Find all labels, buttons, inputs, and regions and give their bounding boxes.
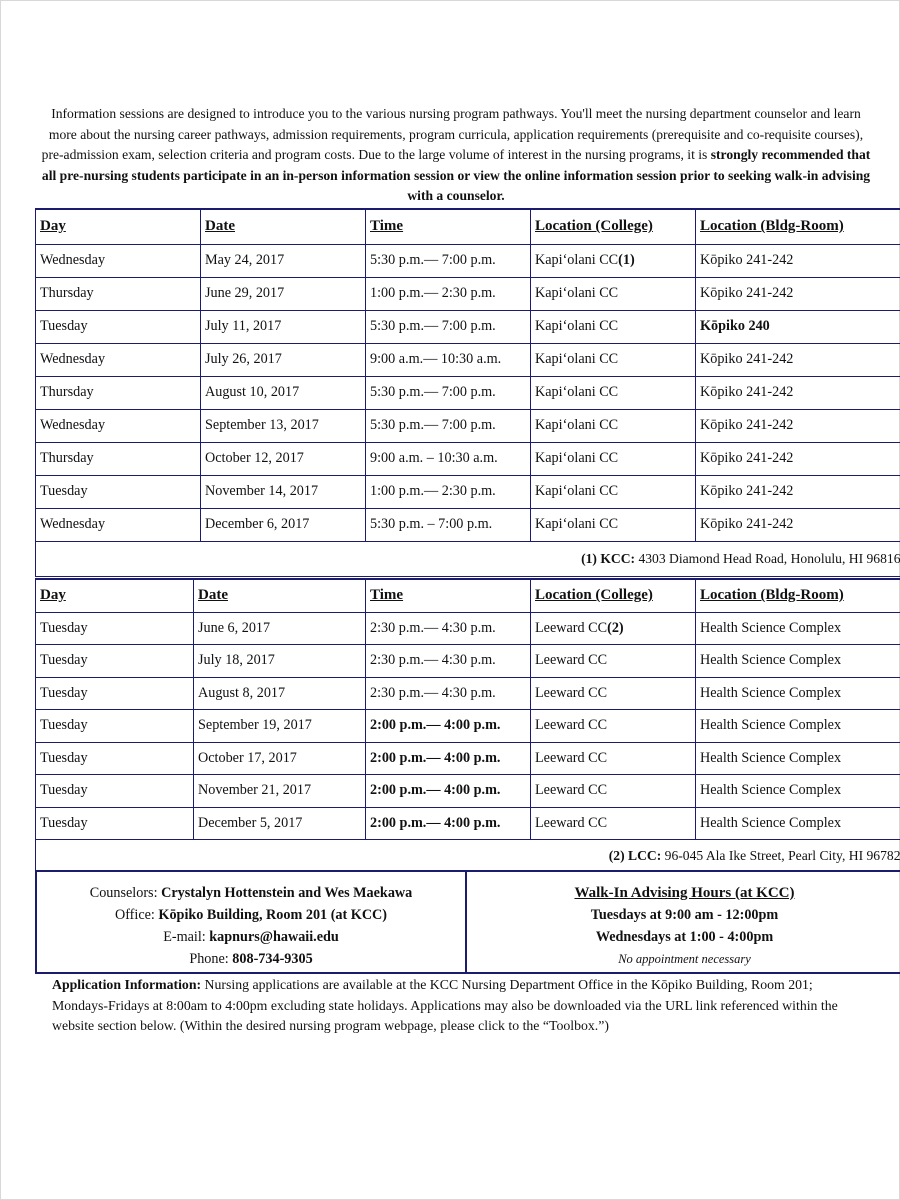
table-cell (531, 409, 696, 442)
table-row (36, 645, 900, 678)
table-cell (36, 645, 194, 678)
table-cell (201, 475, 366, 508)
cell-text: Leeward CC (535, 717, 608, 734)
cell-text: Kōpiko 241-242 (700, 450, 794, 466)
table-row (36, 742, 900, 775)
cell-text: June 29, 2017 (205, 285, 285, 301)
cell-text: 1:00 p.m.— 2:30 p.m. (370, 483, 496, 499)
email-label: E-mail: (163, 929, 210, 945)
table-cell (194, 710, 366, 743)
table-cell (531, 807, 696, 840)
table-cell (194, 807, 366, 840)
cell-text: 5:30 p.m.— 7:00 p.m. (370, 318, 496, 334)
table-cell (531, 677, 696, 710)
table-cell (36, 310, 201, 343)
no-appointment-note: No appointment necessary (618, 952, 751, 966)
table-cell (366, 508, 531, 541)
column-header: Location (Bldg-Room) (696, 209, 900, 244)
office-line (37, 904, 465, 926)
cell-text: 2:00 p.m.— 4:00 p.m. (370, 814, 501, 831)
counselors-names: Crystalyn Hottenstein and Wes Maekawa (161, 885, 413, 901)
cell-text: 5:30 p.m. – 7:00 p.m. (370, 516, 493, 532)
cell-text: 5:30 p.m.— 7:00 p.m. (370, 384, 496, 400)
table-cell (36, 475, 201, 508)
cell-text: Kapi‘olani CC (535, 318, 619, 334)
cell-text: July 26, 2017 (205, 351, 282, 367)
cell-text: July 11, 2017 (205, 318, 282, 334)
table-cell (696, 475, 900, 508)
table-row (36, 310, 900, 343)
table-cell (531, 310, 696, 343)
table-row (36, 475, 900, 508)
table-header-row (36, 209, 900, 244)
table-cell (366, 645, 531, 678)
walkin-title: Walk-In Advising Hours (at KCC) (574, 885, 795, 901)
table-cell (531, 742, 696, 775)
counselors-label: Counselors: (89, 885, 162, 901)
cell-text: Thursday (40, 450, 94, 466)
cell-text: Kapi‘olani CC (535, 417, 619, 433)
table-cell (36, 376, 201, 409)
counselors-line (37, 882, 465, 904)
cell-text: Wednesday (40, 516, 106, 532)
table-cell (366, 475, 531, 508)
cell-text: 9:00 a.m.— 10:30 a.m. (370, 351, 502, 367)
table-cell (201, 244, 366, 277)
cell-text: 2:00 p.m.— 4:00 p.m. (370, 782, 501, 799)
cell-text: Tuesday (40, 814, 88, 831)
table-cell (36, 807, 194, 840)
intro-emphasis: strongly recommended that all pre-nursing students participate in an in-person information session or view the online information session prior to seeking walk-in advising with a counselor. (41, 147, 871, 203)
contact-box (35, 870, 900, 974)
cell-text: Tuesday (40, 684, 88, 701)
cell-text: November 21, 2017 (198, 782, 312, 799)
table-cell (696, 409, 900, 442)
table-cell (36, 508, 201, 541)
cell-text: December 5, 2017 (198, 814, 303, 831)
phone-value: 808-734-9305 (232, 951, 313, 967)
cell-text: Tuesday (40, 619, 88, 636)
cell-text: Tuesday (40, 483, 88, 499)
application-text: Nursing applications are available at the KCC Nursing Department Office in the Kōpiko Building, Room 201; Mondays-Fridays at 8:00am to 4:00pm excluding state holidays. Applications may also be downloaded via the URL link referenced within the website section below. (Within the desired nursing program webpage, please click to the “Toolbox.”) (52, 977, 838, 1033)
table-row (36, 710, 900, 743)
table-cell (366, 742, 531, 775)
table-cell (531, 277, 696, 310)
column-header: Day (36, 579, 194, 612)
table-cell (194, 645, 366, 678)
cell-text: November 14, 2017 (205, 483, 319, 499)
cell-text: Kōpiko 241-242 (700, 285, 794, 301)
table-cell (201, 343, 366, 376)
office-label: Office: (114, 907, 159, 923)
table-cell (36, 343, 201, 376)
walkin-wednesday: Wednesdays at 1:00 - 4:00pm (595, 929, 774, 945)
application-info (52, 975, 872, 1037)
table-row (36, 409, 900, 442)
cell-text: 2:00 p.m.— 4:00 p.m. (370, 717, 501, 734)
table-row (36, 508, 900, 541)
column-header: Day (36, 209, 201, 244)
phone-label: Phone: (189, 951, 233, 967)
cell-text: 2:30 p.m.— 4:30 p.m. (370, 619, 496, 636)
table-cell (36, 677, 194, 710)
cell-text: Kapi‘olani CC (535, 384, 619, 400)
table-cell (366, 677, 531, 710)
table-cell (366, 612, 531, 645)
address-note (36, 840, 900, 872)
table-cell (531, 475, 696, 508)
cell-text: Health Science Complex (700, 782, 842, 799)
table-row (36, 775, 900, 808)
table-cell (531, 343, 696, 376)
table-cell (366, 277, 531, 310)
column-header: Time (366, 579, 531, 612)
lcc-session-table (35, 578, 900, 872)
cell-text: Kapi‘olani CC (535, 450, 619, 466)
table-cell (696, 343, 900, 376)
table-row (36, 612, 900, 645)
table-cell (696, 442, 900, 475)
cell-text: Kōpiko 240 (700, 318, 770, 334)
column-header: Location (Bldg-Room) (696, 579, 900, 612)
table-cell (201, 277, 366, 310)
counselor-info (37, 872, 467, 972)
table-cell (36, 409, 201, 442)
cell-text: Leeward CC (535, 684, 608, 701)
column-header: Time (366, 209, 531, 244)
phone-line (37, 948, 465, 970)
cell-text: October 17, 2017 (198, 749, 297, 766)
cell-text: Leeward CC (535, 619, 608, 636)
cell-text: Health Science Complex (700, 652, 842, 669)
address-note (36, 541, 900, 576)
cell-text: Kōpiko 241-242 (700, 252, 794, 268)
table-cell (696, 612, 900, 645)
cell-text: Thursday (40, 384, 94, 400)
table-cell (194, 775, 366, 808)
table-cell (531, 244, 696, 277)
cell-text: 2:00 p.m.— 4:00 p.m. (370, 749, 501, 766)
table-cell (696, 677, 900, 710)
table-cell (696, 310, 900, 343)
cell-text: May 24, 2017 (205, 252, 285, 268)
table-cell (36, 710, 194, 743)
table-cell (194, 612, 366, 645)
cell-text: December 6, 2017 (205, 516, 310, 532)
table-cell (201, 409, 366, 442)
table-row (36, 244, 900, 277)
cell-text: 9:00 a.m. – 10:30 a.m. (370, 450, 498, 466)
table-cell (36, 277, 201, 310)
table-cell (696, 807, 900, 840)
table-cell (696, 775, 900, 808)
table-cell (696, 376, 900, 409)
cell-text: Tuesday (40, 782, 88, 799)
table-cell (201, 442, 366, 475)
office-value: Kōpiko Building, Room 201 (at KCC) (158, 907, 388, 923)
table-cell (366, 775, 531, 808)
table-header-row (36, 579, 900, 612)
cell-text: Tuesday (40, 652, 88, 669)
footnote-marker: (1) (618, 252, 635, 268)
cell-text: Kapi‘olani CC (535, 351, 619, 367)
column-header: Location (College) (531, 209, 696, 244)
cell-text: Leeward CC (535, 652, 608, 669)
email-line (37, 926, 465, 948)
table-cell (696, 244, 900, 277)
cell-text: Kapi‘olani CC (535, 252, 619, 268)
cell-text: Wednesday (40, 351, 106, 367)
table-cell (366, 807, 531, 840)
table-cell (366, 710, 531, 743)
address-label: (2) LCC: (608, 847, 662, 863)
table-cell (194, 677, 366, 710)
walkin-tuesday: Tuesdays at 9:00 am - 12:00pm (590, 907, 779, 923)
table-row (36, 376, 900, 409)
table-cell (201, 376, 366, 409)
cell-text: Wednesday (40, 252, 106, 268)
address-note-row (36, 840, 900, 872)
cell-text: September 19, 2017 (198, 717, 312, 734)
table-cell (531, 775, 696, 808)
cell-text: Thursday (40, 285, 94, 301)
cell-text: Tuesday (40, 717, 88, 734)
cell-text: Kapi‘olani CC (535, 483, 619, 499)
address-text: 96-045 Ala Ike Street, Pearl City, HI 96782 (661, 847, 900, 863)
table-row (36, 277, 900, 310)
table-cell (366, 376, 531, 409)
table-cell (36, 442, 201, 475)
table-cell (36, 244, 201, 277)
address-note-row (36, 541, 900, 576)
cell-text: Leeward CC (535, 814, 608, 831)
intro-paragraph (40, 104, 872, 207)
address-label: (1) KCC: (581, 550, 636, 566)
cell-text: Kapi‘olani CC (535, 285, 619, 301)
table-cell (696, 508, 900, 541)
table-cell (531, 508, 696, 541)
table-cell (201, 310, 366, 343)
table-cell (366, 343, 531, 376)
cell-text: Kōpiko 241-242 (700, 483, 794, 499)
cell-text: August 8, 2017 (198, 684, 286, 701)
application-label: Application Information: (52, 977, 202, 992)
table-cell (36, 742, 194, 775)
table-cell (531, 710, 696, 743)
cell-text: Kapi‘olani CC (535, 516, 619, 532)
cell-text: Health Science Complex (700, 717, 842, 734)
cell-text: Tuesday (40, 749, 88, 766)
table-cell (201, 508, 366, 541)
intro-text: Information sessions are designed to introduce you to the various nursing program pathways. You'll meet the nursing department counselor and learn more about the nursing career pathways, admission requirements, program curricula, application requirements (prerequisite and co-requisite courses), pre-admission exam, selection criteria and program costs. Due to the large volume of interest in the nursing programs, it is (41, 106, 864, 162)
cell-text: 5:30 p.m.— 7:00 p.m. (370, 417, 496, 433)
address-text: 4303 Diamond Head Road, Honolulu, HI 96816 (635, 550, 900, 566)
table-cell (366, 442, 531, 475)
cell-text: Tuesday (40, 318, 88, 334)
table-row (36, 677, 900, 710)
cell-text: Wednesday (40, 417, 106, 433)
cell-text: Leeward CC (535, 749, 608, 766)
table-cell (696, 710, 900, 743)
table-cell (36, 612, 194, 645)
table-cell (366, 409, 531, 442)
cell-text: Kōpiko 241-242 (700, 417, 794, 433)
table-cell (531, 376, 696, 409)
table-cell (531, 645, 696, 678)
cell-text: September 13, 2017 (205, 417, 319, 433)
cell-text: Kōpiko 241-242 (700, 351, 794, 367)
email-link[interactable]: kapnurs@hawaii.edu (209, 929, 339, 945)
column-header: Date (201, 209, 366, 244)
table-cell (531, 442, 696, 475)
column-header: Location (College) (531, 579, 696, 612)
cell-text: Health Science Complex (700, 749, 842, 766)
column-header: Date (194, 579, 366, 612)
cell-text: Leeward CC (535, 782, 608, 799)
cell-text: October 12, 2017 (205, 450, 304, 466)
kcc-session-table (35, 208, 900, 577)
table-cell (696, 645, 900, 678)
cell-text: 2:30 p.m.— 4:30 p.m. (370, 684, 496, 701)
cell-text: 2:30 p.m.— 4:30 p.m. (370, 652, 496, 669)
table-cell (531, 612, 696, 645)
cell-text: August 10, 2017 (205, 384, 300, 400)
cell-text: Kōpiko 241-242 (700, 384, 794, 400)
table-row (36, 343, 900, 376)
cell-text: Health Science Complex (700, 619, 842, 636)
table-row (36, 807, 900, 840)
table-cell (36, 775, 194, 808)
cell-text: June 6, 2017 (198, 619, 271, 636)
table-cell (366, 244, 531, 277)
cell-text: 1:00 p.m.— 2:30 p.m. (370, 285, 496, 301)
table-cell (696, 742, 900, 775)
cell-text: Health Science Complex (700, 814, 842, 831)
table-cell (696, 277, 900, 310)
table-row (36, 442, 900, 475)
cell-text: Kōpiko 241-242 (700, 516, 794, 532)
cell-text: July 18, 2017 (198, 652, 275, 669)
footnote-marker: (2) (607, 619, 624, 636)
table-cell (194, 742, 366, 775)
walkin-hours (469, 872, 900, 972)
table-cell (366, 310, 531, 343)
cell-text: 5:30 p.m.— 7:00 p.m. (370, 252, 496, 268)
cell-text: Health Science Complex (700, 684, 842, 701)
